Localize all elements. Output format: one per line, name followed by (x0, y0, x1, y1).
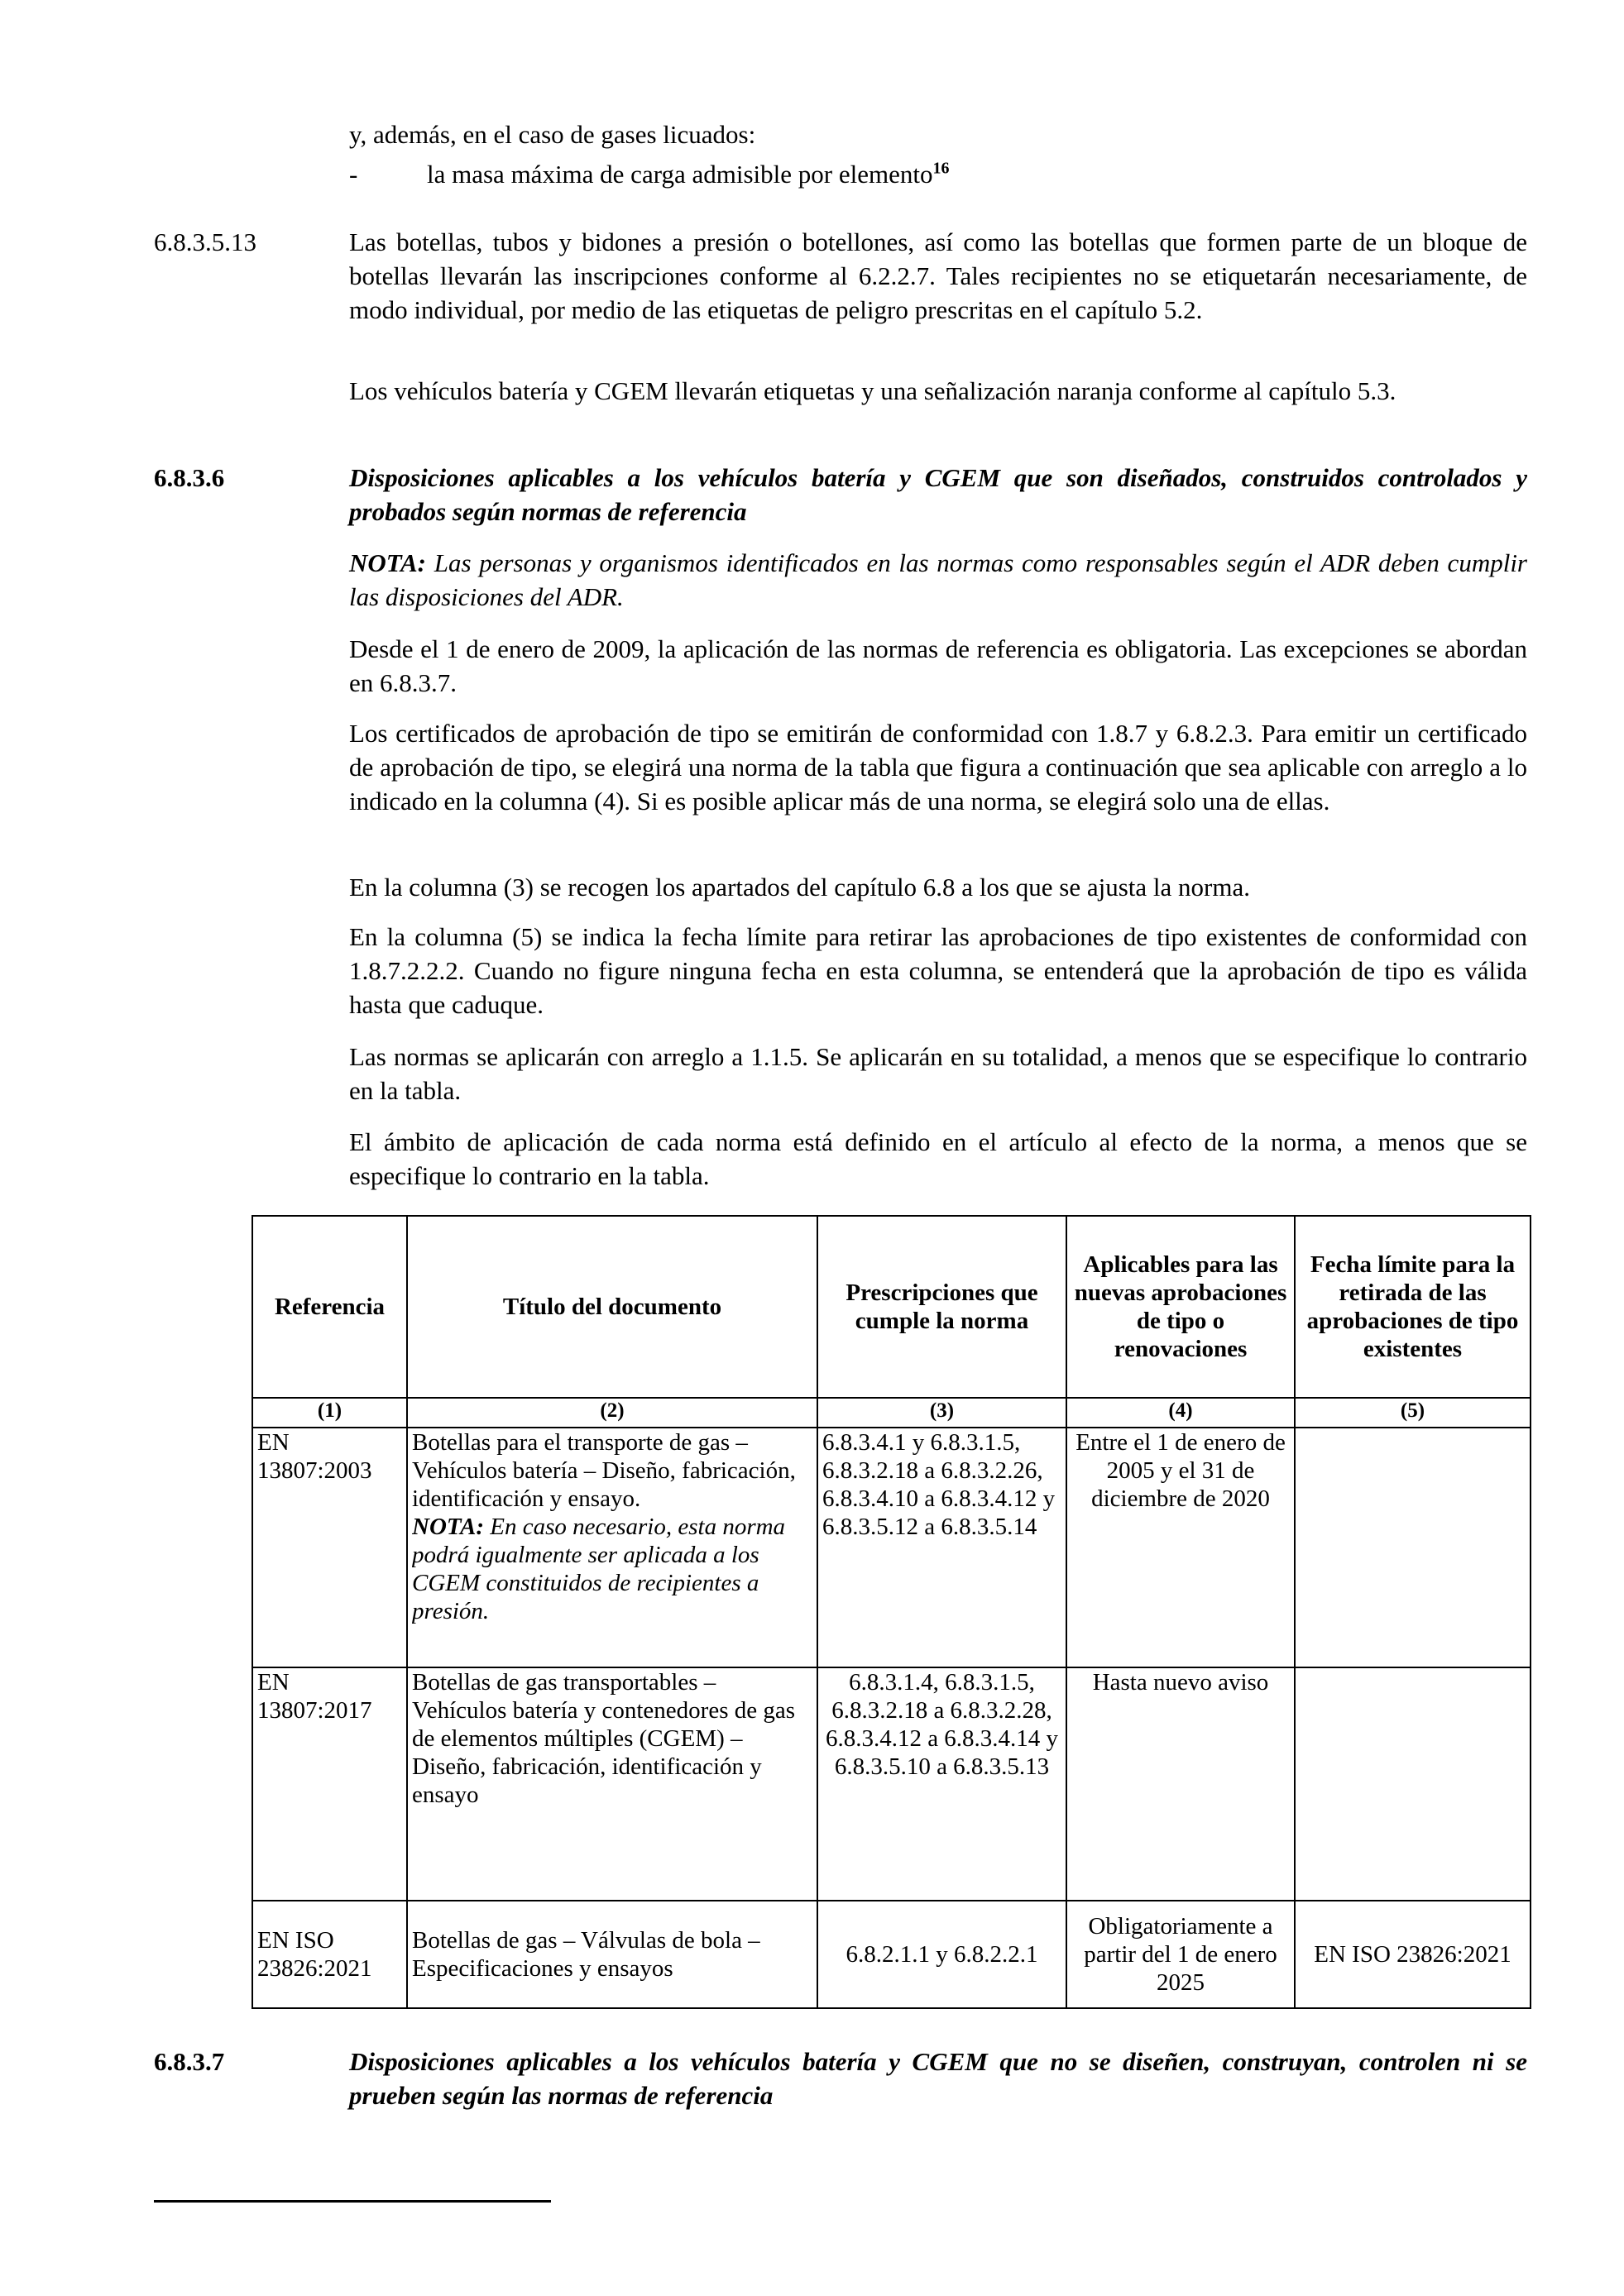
header-cell: Fecha límite para la retirada de las aprobaciones de tipo existentes (1295, 1216, 1531, 1398)
cell-note (412, 1514, 785, 1624)
cell-note-text: En caso necesario, esta norma podrá igualmente ser aplicada a los CGEM constituidos de recipientes a presión. (412, 1514, 786, 1624)
footnote-ref: 16 (932, 159, 950, 178)
fecha-cell (1295, 1901, 1531, 2008)
section-number: 6.8.3.5.13 (154, 227, 256, 256)
header-cell: Aplicables para las nuevas aprobaciones de tipo o renovaciones (1066, 1216, 1295, 1398)
aplic-cell (1066, 1667, 1295, 1901)
ref-cell (252, 1428, 407, 1667)
column-number: (1) (252, 1398, 407, 1428)
section-title: Disposiciones aplicables a los vehículos batería y CGEM que son diseñados, construidos controlados y probados según normas de referencia (349, 463, 1527, 526)
intro-dash: - (349, 160, 358, 189)
fecha-text (1300, 1668, 1526, 1900)
standards-table (252, 1215, 1531, 2009)
column-number: (3) (817, 1398, 1066, 1428)
note (349, 546, 1527, 614)
ref-text: EN 13807:2003 (257, 1429, 372, 1484)
intro-item-text: la masa máxima de carga admisible por elemento (427, 160, 933, 189)
ref-text: EN ISO 23826:2021 (257, 1927, 372, 1982)
table-header-row (252, 1216, 1531, 1398)
header-cell: Referencia (252, 1216, 407, 1398)
table-row (252, 1901, 1531, 2008)
prescr-cell (817, 1428, 1066, 1667)
aplic-cell (1066, 1901, 1295, 2008)
prescr-cell (817, 1901, 1066, 2008)
paragraph: En la columna (5) se indica la fecha límite para retirar las aprobaciones de tipo existentes de conformidad con 1.8.7.2.2.2. Cuando no figure ninguna fecha en esta columna, se entenderá que la aprobación de tipo es válida hasta que caduque. (349, 922, 1527, 1019)
table-row (252, 1428, 1531, 1667)
cell-note-label: NOTA: (412, 1514, 484, 1540)
section-title: Disposiciones aplicables a los vehículos batería y CGEM que no se diseñen, construyan, controlen ni se prueben según las normas de referencia (349, 2047, 1527, 2110)
paragraph: Desde el 1 de enero de 2009, la aplicación de las normas de referencia es obligatoria. Las excepciones se abordan en 6.8.3.7. (349, 634, 1527, 697)
aplic-cell (1066, 1428, 1295, 1667)
paragraph: El ámbito de aplicación de cada norma está definido en el artículo al efecto de la norma, a menos que se especifique lo contrario en la tabla. (349, 1127, 1527, 1190)
intro-item (427, 157, 949, 191)
aplic-text: Obligatoriamente a partir del 1 de enero 2025 (1084, 1913, 1277, 1996)
column-number: (4) (1066, 1398, 1295, 1428)
prescr-text: 6.8.2.1.1 y 6.8.2.2.1 (846, 1941, 1038, 1968)
header-cell: Prescripciones que cumple la norma (817, 1216, 1066, 1398)
paragraph: En la columna (3) se recogen los apartados del capítulo 6.8 a los que se ajusta la norma. (349, 873, 1250, 902)
header-cell: Título del documento (407, 1216, 817, 1398)
table-row (252, 1667, 1531, 1901)
fecha-cell (1295, 1667, 1531, 1901)
paragraph: Las botellas, tubos y bidones a presión o botellones, así como las botellas que formen parte de un bloque de botellas llevarán las inscripciones conforme al 6.2.2.7. Tales recipientes no se etiquetarán necesariamente, de modo individual, por medio de las etiquetas de peligro prescritas en el capítulo 5.2. (349, 227, 1527, 324)
intro-line: y, además, en el caso de gases licuados: (349, 120, 756, 149)
paragraph: Los vehículos batería y CGEM llevarán etiquetas y una señalización naranja conforme al capítulo 5.3. (349, 376, 1396, 405)
ref-cell (252, 1667, 407, 1901)
paragraph: Los certificados de aprobación de tipo se emitirán de conformidad con 1.8.7 y 6.8.2.3. Para emitir un certificado de aprobación de tipo, se elegirá una norma de la tabla que figura a continuación que sea aplicable con arreglo a lo indicado en la columna (4). Si es posible aplicar más de una norma, se elegirá solo una de ellas. (349, 719, 1527, 816)
title-text: Botellas de gas transportables – Vehículos batería y contenedores de gas de elementos múltiples (CGEM) – Diseño, fabricación, identificación y ensayo (412, 1669, 796, 1808)
title-text: Botellas para el transporte de gas – Vehículos batería – Diseño, fabricación, identificación y ensayo. (412, 1429, 796, 1512)
title-text: Botellas de gas – Válvulas de bola – Especificaciones y ensayos (412, 1927, 760, 1982)
prescr-cell (817, 1667, 1066, 1901)
fecha-text: EN ISO 23826:2021 (1314, 1941, 1511, 1968)
column-number-row (252, 1398, 1531, 1428)
prescr-text: 6.8.3.1.4, 6.8.3.1.5, 6.8.3.2.18 a 6.8.3.2.28, 6.8.3.4.12 a 6.8.3.4.14 y 6.8.3.5.10 a 6.8.3.5.13 (825, 1669, 1059, 1780)
ref-cell (252, 1901, 407, 2008)
prescr-text: 6.8.3.4.1 y 6.8.3.1.5, 6.8.3.2.18 a 6.8.3.2.26, 6.8.3.4.10 a 6.8.3.4.12 y 6.8.3.5.12 a 6.8.3.5.14 (822, 1429, 1056, 1540)
footnote-separator (154, 2200, 551, 2203)
column-number: (2) (407, 1398, 817, 1428)
title-wrap (412, 1428, 812, 1667)
fecha-text (1300, 1428, 1526, 1667)
aplic-text: Entre el 1 de enero de 2005 y el 31 de diciembre de 2020 (1075, 1429, 1286, 1512)
aplic-text: Hasta nuevo aviso (1092, 1669, 1269, 1696)
paragraph: Las normas se aplicarán con arreglo a 1.1.5. Se aplicarán en su totalidad, a menos que se especifique lo contrario en la tabla. (349, 1042, 1527, 1105)
title-cell (407, 1901, 817, 2008)
column-number: (5) (1295, 1398, 1531, 1428)
title-cell (407, 1428, 817, 1667)
title-cell (407, 1667, 817, 1901)
note-label: NOTA: (349, 548, 426, 577)
note-text: Las personas y organismos identificados en las normas como responsables según el ADR deben cumplir las disposiciones del ADR. (349, 548, 1527, 611)
section-number: 6.8.3.7 (154, 2047, 225, 2076)
fecha-cell (1295, 1428, 1531, 1667)
ref-text: EN 13807:2017 (257, 1669, 372, 1724)
section-number: 6.8.3.6 (154, 463, 225, 492)
